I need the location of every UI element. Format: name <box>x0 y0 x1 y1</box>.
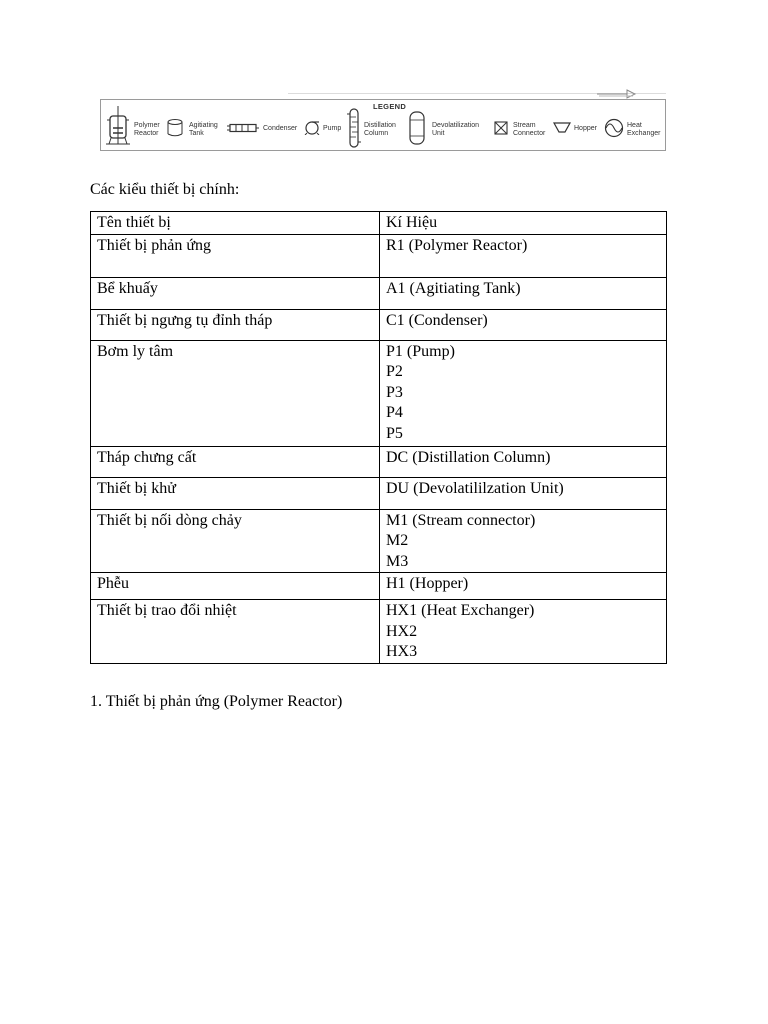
heat-exchanger-icon <box>604 118 624 138</box>
header-name-cell: Tên thiết bị <box>91 212 380 235</box>
legend-label: Heat <box>627 122 642 129</box>
legend-label: Stream <box>513 122 536 129</box>
table-row <box>91 277 667 309</box>
equipment-legend <box>100 99 666 151</box>
equipment-name-cell: Bơm ly tâm <box>91 340 380 446</box>
symbol-line: DU (Devolatililzation Unit) <box>386 479 564 497</box>
polymer-reactor-icon <box>105 106 131 148</box>
flow-arrow-icon <box>597 86 667 100</box>
legend-label: Reactor <box>134 130 159 137</box>
symbol-line: P4 <box>386 404 403 421</box>
equipment-symbol-cell <box>380 477 667 509</box>
symbol-line: DC (Distillation Column) <box>386 448 551 466</box>
legend-label: Exchanger <box>627 130 661 137</box>
symbol-line: HX2 <box>386 622 418 640</box>
equipment-name-cell: Thiết bị phản ứng <box>91 234 380 277</box>
table-row <box>91 509 667 573</box>
table-row <box>91 446 667 477</box>
condenser-icon <box>227 123 259 133</box>
stream-connector-icon <box>494 121 508 135</box>
legend-label: Connector <box>513 130 546 137</box>
equipment-name-cell: Bể khuấy <box>91 277 380 309</box>
legend-title: LEGEND <box>373 102 407 111</box>
symbol-line: H1 (Hopper) <box>386 575 469 592</box>
equipment-name-cell: Thiết bị trao đổi nhiệt <box>91 600 380 664</box>
equipment-name-cell: Phễu <box>91 573 380 600</box>
equipment-symbol-cell <box>380 340 667 446</box>
legend-label: Devolatilization <box>432 122 480 129</box>
distillation-column-icon <box>347 106 361 150</box>
header-symbol-cell: Kí Hiệu <box>380 212 667 235</box>
equipment-symbol-cell <box>380 277 667 309</box>
table-row <box>91 573 667 600</box>
equipment-symbol-cell <box>380 509 667 573</box>
equipment-name-cell: Thiết bị khử <box>91 477 380 509</box>
table-row <box>91 600 667 664</box>
symbol-line: P5 <box>386 424 403 442</box>
legend-label: Tank <box>189 130 204 137</box>
legend-label: Column <box>364 130 389 137</box>
equipment-table <box>90 211 667 664</box>
equipment-symbol-cell <box>380 309 667 340</box>
table-row <box>91 340 667 446</box>
section-heading: 1. Thiết bị phản ứng (Polymer Reactor) <box>90 693 343 710</box>
symbol-line: P2 <box>386 363 403 380</box>
symbol-line: HX3 <box>386 643 418 660</box>
equipment-symbol-cell <box>380 600 667 664</box>
symbol-line: R1 (Polymer Reactor) <box>386 236 528 254</box>
table-row <box>91 309 667 340</box>
symbol-line: A1 (Agitiating Tank) <box>386 279 521 297</box>
pump-icon <box>304 119 320 135</box>
table-row <box>91 234 667 277</box>
legend-label: Hopper <box>574 125 597 132</box>
agitating-tank-icon <box>167 119 183 137</box>
legend-label: Unit <box>432 130 445 137</box>
legend-label: Condenser <box>263 125 298 132</box>
equipment-symbol-cell <box>380 234 667 277</box>
intro-text: Các kiểu thiết bị chính: <box>90 181 240 198</box>
symbol-line: M3 <box>386 552 409 570</box>
legend-label: Distillation <box>364 122 396 129</box>
legend-label: Pump <box>323 125 342 132</box>
equipment-symbol-cell <box>380 573 667 600</box>
equipment-name-cell: Tháp chưng cất <box>91 446 380 477</box>
equipment-symbol-cell <box>380 446 667 477</box>
symbol-line: C1 (Condenser) <box>386 311 488 329</box>
symbol-line: HX1 (Heat Exchanger) <box>386 602 535 619</box>
equipment-name-cell: Thiết bị ngưng tụ đỉnh tháp <box>91 309 380 340</box>
table-header-row <box>91 212 667 235</box>
legend-label: Agitiating <box>189 122 218 129</box>
symbol-line: P3 <box>386 383 403 401</box>
hopper-icon <box>553 122 571 134</box>
legend-label: Polymer <box>134 122 160 129</box>
symbol-line: M1 (Stream connector) <box>386 511 536 529</box>
symbol-line: P1 (Pump) <box>386 342 455 360</box>
table-row <box>91 477 667 509</box>
equipment-name-cell: Thiết bị nối dòng chảy <box>91 509 380 573</box>
devolatilization-unit-icon <box>408 110 426 146</box>
symbol-line: M2 <box>386 532 409 549</box>
